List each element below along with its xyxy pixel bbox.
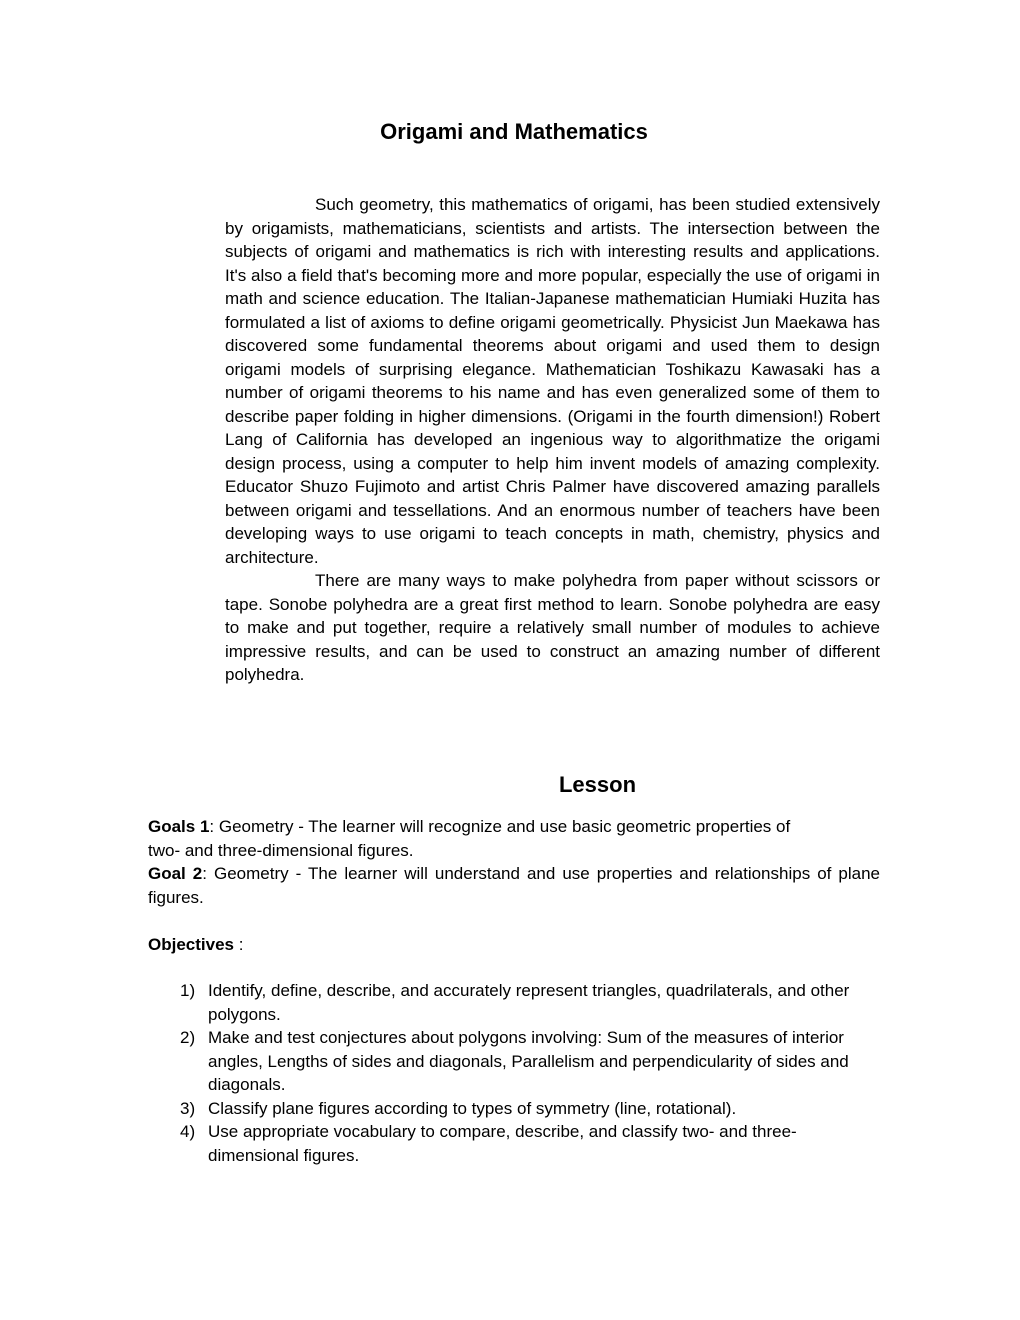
- intro-paragraph-1: Such geometry, this mathematics of origami, has been studied extensively by origamists, mathematicians, scientists and artists. The intersection between the subjects of origami and mathematics is rich with interesting results and applications. It's also a field that's becoming more and more popular, especially the use of origami in math and science education. The Italian-Japanese mathematician Humiaki Huzita has formulated a list of axioms to define origami geometrically. Physicist Jun Maekawa has discovered some fundamental theorems about origami and used them to design origami models of surprising elegance. Mathematician Toshikazu Kawasaki has a number of origami theorems to his name and has even generalized some of them to describe paper folding in higher dimensions. (Origami in the fourth dimension!) Robert Lang of California has developed an ingenious way to algorithmatize the origami design process, using a computer to help him invent models of amazing complexity. Educator Shuzo Fujimoto and artist Chris Palmer have discovered amazing parallels between origami and tessellations. And an enormous number of teachers have been developing ways to use origami to teach concepts in math, chemistry, physics and architecture.: [225, 195, 880, 567]
- objectives-label: Objectives: [148, 934, 234, 954]
- objective-text-2: Make and test conjectures about polygons involving: Sum of the measures of interior angles, Lengths of sides and diagonals, Parallelism and perpendicularity of sides and diagonals.: [208, 1028, 849, 1094]
- goal-1-label: Goals 1: [148, 817, 210, 836]
- goal-1-text: : Geometry - The learner will recognize and use basic geometric properties of two- and three-dimensional figures.: [148, 817, 791, 860]
- objective-item-4: [180, 1120, 880, 1167]
- objective-item-1: [180, 979, 880, 1026]
- objective-text-1: Identify, define, describe, and accurately represent triangles, quadrilaterals, and other polygons.: [208, 981, 850, 1024]
- list-number-1: 1): [180, 981, 196, 1000]
- goals-section: [148, 815, 880, 956]
- objectives-colon: :: [234, 934, 244, 954]
- goal-2-paragraph: [148, 862, 880, 909]
- intro-paragraph-2: There are many ways to make polyhedra from paper without scissors or tape. Sonobe polyhedra are a great first method to learn. Sonobe polyhedra are easy to make and put together, require a relatively small number of modules to achieve impressive results, and can be used to construct an amazing number of different polyhedra.: [225, 571, 880, 684]
- objective-item-2: [180, 1026, 880, 1097]
- list-number-2: 2): [180, 1028, 196, 1047]
- document-title: Origami and Mathematics: [380, 119, 648, 144]
- objective-item-3: [180, 1097, 880, 1121]
- objectives-list: [180, 979, 880, 1167]
- list-number-4: 4): [180, 1122, 196, 1141]
- list-number-3: 3): [180, 1098, 196, 1118]
- intro-section: [225, 193, 880, 687]
- goal-2-label: Goal 2: [148, 864, 203, 883]
- objectives-heading: [148, 933, 880, 957]
- goal-1-paragraph: [148, 815, 810, 862]
- lesson-heading: Lesson: [558, 772, 637, 797]
- objective-text-4: Use appropriate vocabulary to compare, describe, and classify two- and three-dimensional figures.: [208, 1122, 797, 1165]
- goal-2-text: : Geometry - The learner will understand and use properties and relationships of plane figures.: [148, 864, 880, 907]
- objective-text-3: Classify plane figures according to types of symmetry (line, rotational).: [208, 1098, 737, 1118]
